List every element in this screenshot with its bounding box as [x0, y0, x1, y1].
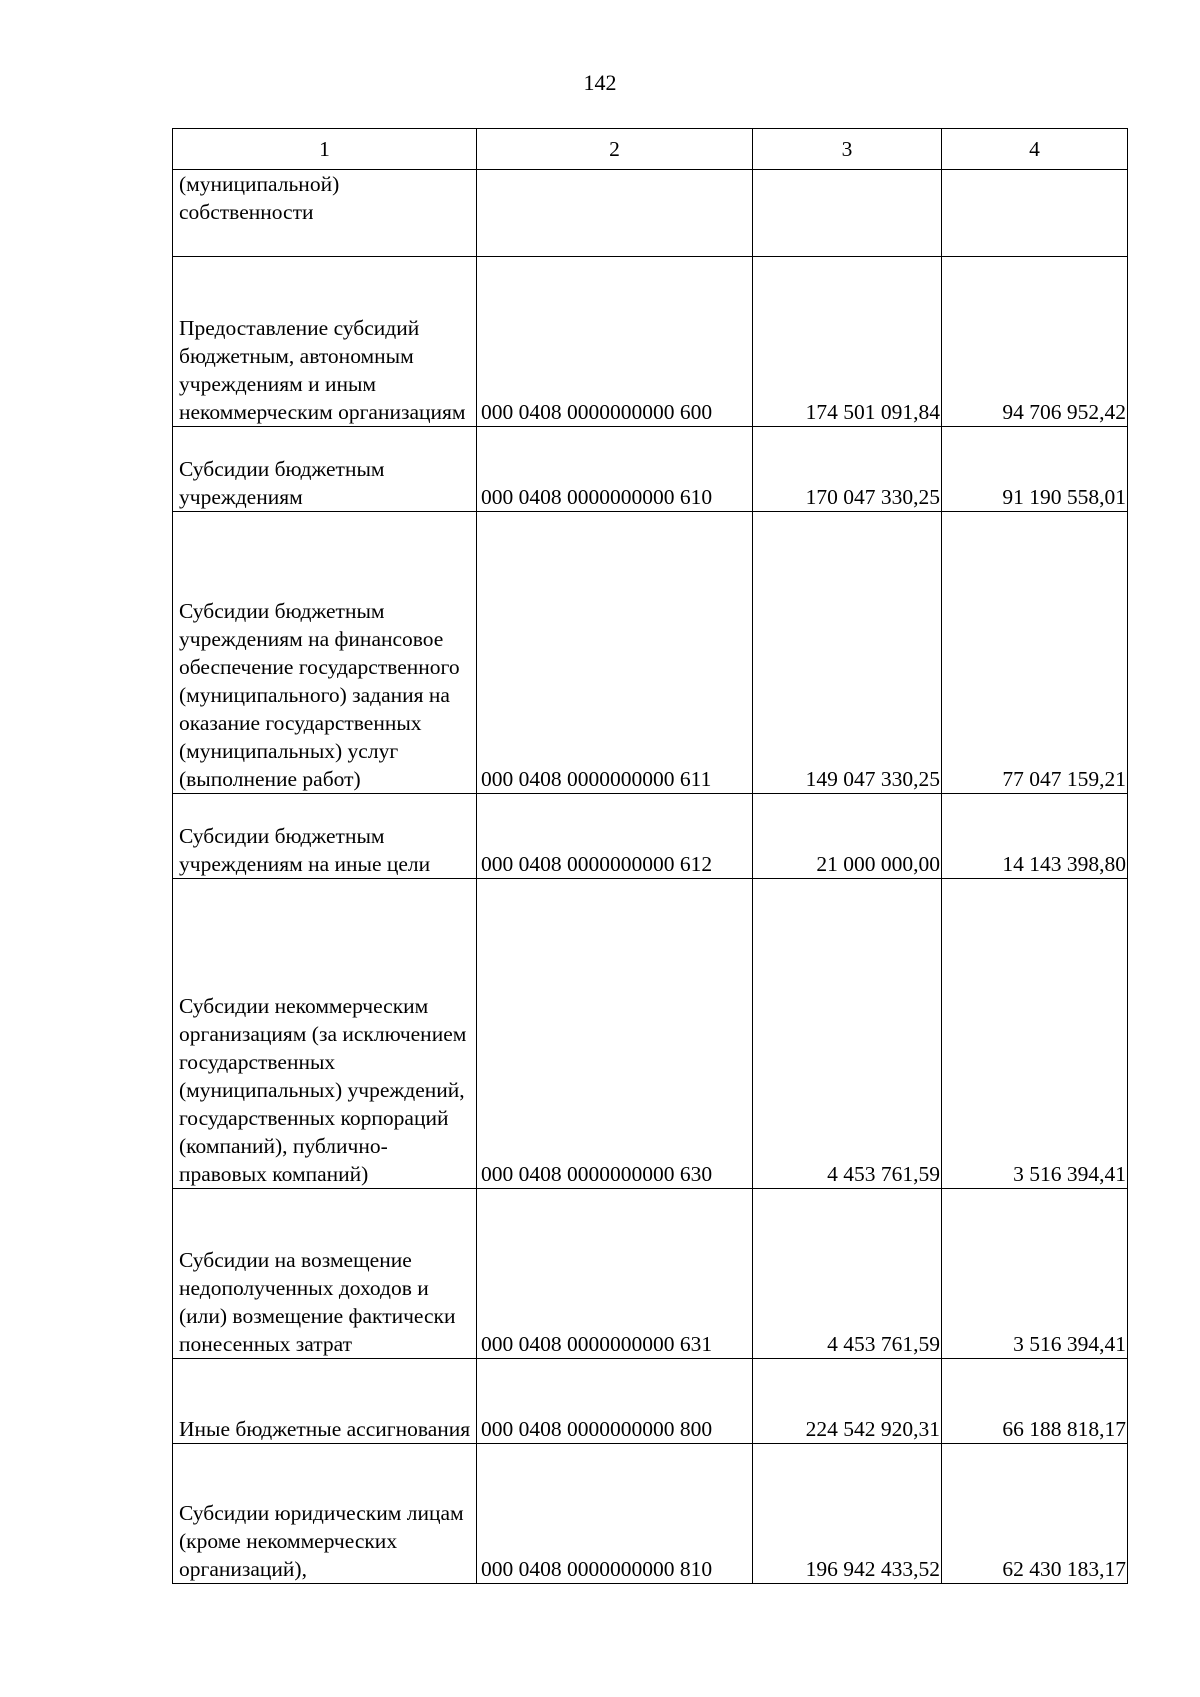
row-col3: 21 000 000,00 [753, 794, 942, 879]
row-col4: 14 143 398,80 [942, 794, 1128, 879]
table-row [173, 170, 1128, 257]
row-col4: 77 047 159,21 [942, 512, 1128, 794]
table-row [173, 794, 1128, 879]
header-col-4: 4 [942, 129, 1128, 170]
row-code [477, 170, 753, 257]
budget-table [172, 128, 1128, 1584]
row-name: Субсидии некоммерческим организациям (за исключением государственных (муниципальных) учреждений, государственных корпораций (компаний), публично-правовых компаний) [173, 879, 477, 1189]
row-name: (муниципальной) собственности [173, 170, 477, 257]
row-col3: 4 453 761,59 [753, 879, 942, 1189]
row-col3: 4 453 761,59 [753, 1189, 942, 1359]
row-name: Субсидии бюджетным учреждениям [173, 427, 477, 512]
table-header-row [173, 129, 1128, 170]
row-code: 000 0408 0000000000 611 [477, 512, 753, 794]
row-code: 000 0408 0000000000 810 [477, 1444, 753, 1584]
header-col-3: 3 [753, 129, 942, 170]
table-row [173, 1189, 1128, 1359]
table-row [173, 427, 1128, 512]
row-name: Субсидии на возмещение недополученных доходов и (или) возмещение фактически понесенных затрат [173, 1189, 477, 1359]
table-row [173, 879, 1128, 1189]
row-col4: 94 706 952,42 [942, 257, 1128, 427]
row-col3: 170 047 330,25 [753, 427, 942, 512]
row-code: 000 0408 0000000000 631 [477, 1189, 753, 1359]
row-code: 000 0408 0000000000 600 [477, 257, 753, 427]
row-col4: 3 516 394,41 [942, 1189, 1128, 1359]
row-col3 [753, 170, 942, 257]
row-name: Субсидии юридическим лицам (кроме некоммерческих организаций), [173, 1444, 477, 1584]
row-col3: 224 542 920,31 [753, 1359, 942, 1444]
row-col3: 196 942 433,52 [753, 1444, 942, 1584]
table-row [173, 257, 1128, 427]
row-col3: 174 501 091,84 [753, 257, 942, 427]
table-row [173, 512, 1128, 794]
row-name: Иные бюджетные ассигнования [173, 1359, 477, 1444]
header-col-1: 1 [173, 129, 477, 170]
row-code: 000 0408 0000000000 630 [477, 879, 753, 1189]
table-row [173, 1444, 1128, 1584]
row-name: Предоставление субсидий бюджетным, автономным учреждениям и иным некоммерческим организациям [173, 257, 477, 427]
header-col-2: 2 [477, 129, 753, 170]
row-col4: 66 188 818,17 [942, 1359, 1128, 1444]
row-col4: 91 190 558,01 [942, 427, 1128, 512]
row-col4: 3 516 394,41 [942, 879, 1128, 1189]
page-number: 142 [583, 70, 617, 95]
row-code: 000 0408 0000000000 612 [477, 794, 753, 879]
row-col4 [942, 170, 1128, 257]
row-col4: 62 430 183,17 [942, 1444, 1128, 1584]
row-code: 000 0408 0000000000 800 [477, 1359, 753, 1444]
row-name: Субсидии бюджетным учреждениям на финансовое обеспечение государственного (муниципального) задания на оказание государственных (муниципальных) услуг (выполнение работ) [173, 512, 477, 794]
table-row [173, 1359, 1128, 1444]
row-name: Субсидии бюджетным учреждениям на иные цели [173, 794, 477, 879]
row-code: 000 0408 0000000000 610 [477, 427, 753, 512]
row-col3: 149 047 330,25 [753, 512, 942, 794]
